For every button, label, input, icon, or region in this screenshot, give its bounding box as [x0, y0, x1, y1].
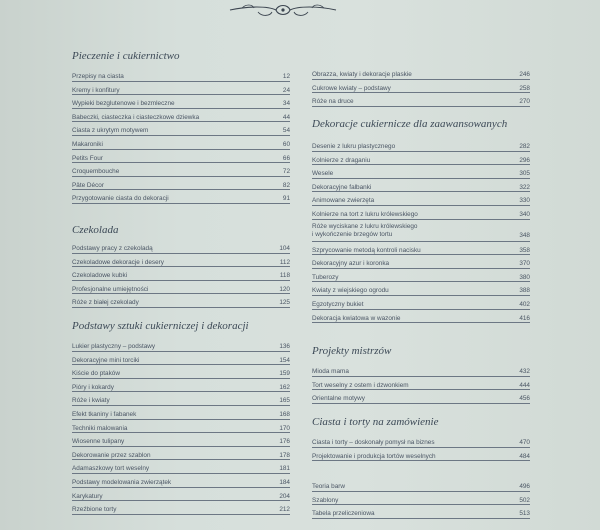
entry-rule [72, 266, 290, 267]
toc-entry[interactable] [312, 450, 530, 464]
entry-page: 340 [519, 210, 530, 218]
entry-page: 72 [282, 168, 290, 176]
entry-rule [72, 459, 290, 460]
entry-label: Dekoracyjne falbanki [312, 183, 372, 191]
entry-rule [312, 219, 530, 220]
entry-rule [72, 253, 290, 254]
entry-page: 24 [282, 86, 290, 94]
entry-rule [72, 203, 290, 204]
entry-page: 12 [282, 73, 290, 80]
toc-entry[interactable] [72, 192, 290, 206]
entry-page: 305 [519, 170, 530, 178]
toc-entry[interactable] [312, 392, 530, 406]
entry-page: 54 [282, 127, 290, 135]
section-basics [72, 320, 290, 517]
entry-label: Lukier plastyczny – podstawy [72, 343, 156, 350]
entry-rule [312, 205, 530, 206]
entry-label: Dekoracja kwiatowa w wazonie [312, 314, 401, 322]
section-title: Pieczenie i cukiernictwo [72, 50, 180, 62]
toc-entry[interactable] [72, 70, 290, 84]
entry-page: 91 [282, 195, 290, 203]
entry-rule [312, 322, 530, 323]
entry-label: Kiście do ptaków [72, 370, 120, 378]
entry-label: Kremy i konfitury [72, 86, 120, 94]
entry-label: Pâte Décor [72, 181, 104, 189]
toc-entry[interactable] [72, 449, 290, 463]
entry-label: Rzeźbione torty [72, 506, 117, 514]
toc-entry[interactable] [312, 167, 530, 181]
toc-entry[interactable] [312, 284, 530, 298]
toc-entry[interactable] [72, 394, 290, 408]
entry-page: 416 [519, 314, 530, 322]
section-custom-orders [312, 416, 530, 463]
entry-page: 270 [519, 98, 530, 106]
entry-rule [72, 378, 290, 379]
entry-label: Róże i kwiaty [72, 397, 110, 405]
entry-page: 370 [519, 260, 530, 268]
toc-entry[interactable] [72, 97, 290, 111]
entry-page: 282 [519, 143, 530, 150]
entry-page: 44 [282, 113, 290, 121]
section-baking [72, 50, 290, 206]
entry-label: Dekoracyjne mini torciki [72, 356, 140, 364]
entry-page: 170 [279, 424, 290, 432]
toc-entry[interactable] [72, 408, 290, 422]
entry-label: Obrazza, kwiaty i dekoracje plaskie [312, 71, 412, 78]
toc-entry[interactable] [312, 257, 530, 271]
entry-label: Dekoracyjny azur i koronka [312, 260, 390, 268]
entry-label: Szprycowanie metodą kontroli nacisku [312, 246, 421, 254]
entry-label: Wypieki bezglutenowe i bezmleczne [72, 100, 175, 108]
entry-page: 348 [519, 231, 530, 239]
section-title: Podstawy sztuki cukierniczej i dekoracji [72, 320, 249, 332]
entry-page: 456 [519, 395, 530, 403]
entry-rule [312, 92, 530, 93]
entry-page: 66 [282, 154, 290, 162]
entry-label: Kolnierze z draganiu [312, 156, 371, 164]
entry-rule [72, 94, 290, 95]
entry-rule [72, 514, 290, 515]
toc-entry[interactable] [312, 312, 530, 326]
toc-entry[interactable] [72, 138, 290, 152]
toc-entry[interactable] [72, 476, 290, 490]
entry-label: Kwiaty z wiejskiego ogrodu [312, 287, 389, 295]
toc-entry[interactable] [312, 82, 530, 96]
toc-entry[interactable] [312, 194, 530, 208]
toc-entry[interactable] [72, 381, 290, 395]
entry-rule [312, 389, 530, 390]
entry-rule [72, 419, 290, 420]
entry-rule [72, 121, 290, 122]
entry-rule [72, 108, 290, 109]
entry-label: Szablony [312, 496, 339, 504]
entry-page: 246 [519, 71, 530, 78]
entry-page: 181 [279, 465, 290, 473]
entry-page: 104 [279, 245, 290, 252]
entry-label: Tuberozy [312, 273, 339, 281]
entry-label: Projektowanie i produkcja tortów weselnych [312, 452, 436, 460]
entry-page: 502 [519, 496, 530, 504]
section-masters [312, 345, 530, 406]
toc-entry[interactable] [312, 181, 530, 195]
entry-label: Petits Four [72, 154, 103, 162]
toc-entry[interactable] [72, 111, 290, 125]
entry-label: Podstawy modelowania zwierzątek [72, 478, 172, 486]
entry-rule [312, 178, 530, 179]
toc-entry[interactable] [312, 379, 530, 393]
entry-page: 444 [519, 381, 530, 389]
entry-rule [72, 81, 290, 82]
entry-rule [72, 364, 290, 365]
toc-entry[interactable] [312, 271, 530, 285]
entry-label: Tabela przeliczeniowa [312, 510, 375, 518]
entry-rule [312, 504, 530, 505]
toc-entry[interactable] [72, 283, 290, 297]
entry-rule [312, 295, 530, 296]
entry-rule [72, 405, 290, 406]
toc-entry[interactable] [72, 124, 290, 138]
entry-page: 165 [279, 397, 290, 405]
entry-rule [72, 432, 290, 433]
entry-rule [312, 281, 530, 282]
toc-entry[interactable] [72, 296, 290, 310]
section-title: Ciasta i torty na zamówienie [312, 416, 439, 428]
entry-rule [72, 293, 290, 294]
entry-label: Egzotyczny bukiet [312, 300, 364, 308]
entry-page: 178 [279, 451, 290, 459]
entry-page: 112 [279, 258, 290, 266]
entry-rule [312, 79, 530, 80]
entry-label: Techniki malowania [72, 424, 128, 432]
entry-label: Przepisy na ciasta [72, 73, 124, 80]
entry-page: 82 [282, 181, 290, 189]
entry-label: Tort weselny z ostem i dzwonkiem [312, 381, 409, 389]
entry-rule [72, 473, 290, 474]
entry-label: Dekorowanie przez szablon [72, 451, 151, 459]
toc-entry[interactable] [72, 367, 290, 381]
entry-label: Pióry i kokardy [72, 383, 114, 391]
toc-entry[interactable] [72, 84, 290, 98]
entry-page: 60 [282, 140, 290, 148]
entry-label: Teoria barw [312, 483, 346, 490]
entry-label: Cukrowe kwiaty – podstawy [312, 84, 391, 92]
entry-page: 402 [519, 300, 530, 308]
entry-label: Karykatury [72, 492, 103, 500]
entry-label: Efekt tkaniny i fabanek [72, 410, 137, 418]
entry-page: 120 [279, 285, 290, 293]
toc-entry[interactable] [72, 165, 290, 179]
entry-label: Róże z białej czekolady [72, 299, 139, 307]
section-advanced [312, 118, 530, 325]
entry-label: Mioda mama [312, 368, 349, 375]
entry-rule [312, 460, 530, 461]
entry-label: Róże na druce [312, 98, 354, 106]
toc-entry[interactable] [72, 340, 290, 354]
entry-label: Podstawy pracy z czekoladą [72, 245, 153, 252]
entry-rule [312, 164, 530, 165]
entry-page: 162 [279, 383, 290, 391]
toc-entry[interactable] [312, 436, 530, 450]
entry-page: 118 [279, 272, 290, 280]
entry-page: 154 [279, 356, 290, 364]
section-chocolate [72, 224, 290, 310]
entry-rule [72, 189, 290, 190]
toc-entry[interactable] [72, 354, 290, 368]
toc-entry[interactable] [72, 269, 290, 283]
toc-entry[interactable] [312, 68, 530, 82]
entry-rule [72, 446, 290, 447]
toc-entry[interactable] [312, 154, 530, 168]
toc-entry[interactable] [72, 152, 290, 166]
entry-page: 330 [519, 197, 530, 205]
entry-label: Wesele [312, 170, 334, 178]
toc-entry[interactable] [312, 140, 530, 154]
toc-entry[interactable] [312, 222, 530, 244]
entry-rule [312, 518, 530, 519]
toc-entry[interactable] [72, 490, 290, 504]
entry-rule [72, 500, 290, 501]
toc-entry[interactable] [72, 179, 290, 193]
entry-rule [72, 351, 290, 352]
toc-entry[interactable] [312, 365, 530, 379]
entry-rule [312, 268, 530, 269]
section-title: Czekolada [72, 224, 119, 236]
toc-entry[interactable] [72, 503, 290, 517]
toc-entry[interactable] [72, 435, 290, 449]
entry-label: Desenie z lukru plastycznego [312, 143, 396, 150]
entry-label: Profesjonalne umiejętności [72, 285, 149, 293]
entry-rule [72, 135, 290, 136]
entry-label: Animowane zwierzęta [312, 197, 375, 205]
toc-entry[interactable] [312, 95, 530, 109]
entry-rule [72, 487, 290, 488]
entry-page: 358 [519, 246, 530, 254]
entry-label: Ciasta z ukrytym motywem [72, 127, 149, 135]
entry-page: 184 [279, 478, 290, 486]
section-continuation [312, 68, 530, 109]
section-appendix [312, 480, 530, 521]
entry-rule [312, 191, 530, 192]
entry-rule [72, 391, 290, 392]
entry-page: 322 [519, 183, 530, 191]
toc-entry[interactable] [72, 242, 290, 256]
entry-page: 432 [519, 368, 530, 375]
toc-entry[interactable] [312, 480, 530, 494]
toc-entry[interactable] [72, 256, 290, 270]
entry-page: 496 [519, 483, 530, 490]
entry-rule [72, 307, 290, 308]
toc-entry[interactable] [72, 422, 290, 436]
entry-rule [312, 151, 530, 152]
entry-rule [312, 241, 530, 242]
entry-page: 212 [279, 506, 290, 514]
toc-entry[interactable] [312, 507, 530, 521]
entry-page: 136 [279, 343, 290, 350]
entry-page: 258 [519, 84, 530, 92]
entry-label: Czekoladowe dekoracje i desery [72, 258, 165, 266]
entry-rule [72, 176, 290, 177]
entry-rule [312, 254, 530, 255]
toc-entry[interactable] [72, 462, 290, 476]
entry-label: Croquembouche [72, 168, 120, 176]
entry-page: 388 [519, 287, 530, 295]
entry-label: Ciasta i torty – doskonały pomysł na biznes [312, 439, 435, 446]
entry-rule [72, 280, 290, 281]
entry-page: 513 [519, 510, 530, 518]
toc-entry[interactable] [312, 298, 530, 312]
entry-label: Makaroniki [72, 140, 103, 148]
entry-rule [312, 106, 530, 107]
section-title: Projekty mistrzów [312, 345, 392, 357]
entry-page: 484 [519, 452, 530, 460]
entry-rule [72, 162, 290, 163]
entry-page: 296 [519, 156, 530, 164]
entry-rule [312, 376, 530, 377]
entry-label: Babeczki, ciasteczka i ciasteczkowe dziewka [72, 113, 200, 121]
entry-label: Czekoladowe kubki [72, 272, 128, 280]
entry-label: Wiosenne tulipany [72, 438, 125, 446]
entry-page: 159 [279, 370, 290, 378]
entry-page: 380 [519, 273, 530, 281]
entry-page: 125 [279, 299, 290, 307]
entry-rule [312, 447, 530, 448]
flourish-ornament-icon [228, 0, 338, 20]
entry-label: Przygotowanie ciasta do dekoracji [72, 195, 169, 203]
entry-rule [312, 403, 530, 404]
entry-label: Kolnierze na tort z lukru królewskiego [312, 210, 418, 218]
entry-page: 470 [519, 439, 530, 446]
entry-label: Róże wyciskane z lukru królewskiego i wykończenie brzegów tortu [312, 222, 418, 238]
entry-label: Adamaszkowy tort weselny [72, 465, 150, 473]
entry-page: 34 [282, 100, 290, 108]
entry-label: Orientalne motywy [312, 395, 365, 403]
toc-entry[interactable] [312, 208, 530, 222]
toc-entry[interactable] [312, 244, 530, 258]
entry-page: 176 [279, 438, 290, 446]
section-title: Dekoracje cukiernicze dla zaawansowanych [312, 118, 508, 130]
entry-page: 204 [279, 492, 290, 500]
entry-page: 168 [279, 410, 290, 418]
entry-rule [72, 149, 290, 150]
entry-rule [312, 491, 530, 492]
toc-entry[interactable] [312, 494, 530, 508]
entry-rule [312, 309, 530, 310]
